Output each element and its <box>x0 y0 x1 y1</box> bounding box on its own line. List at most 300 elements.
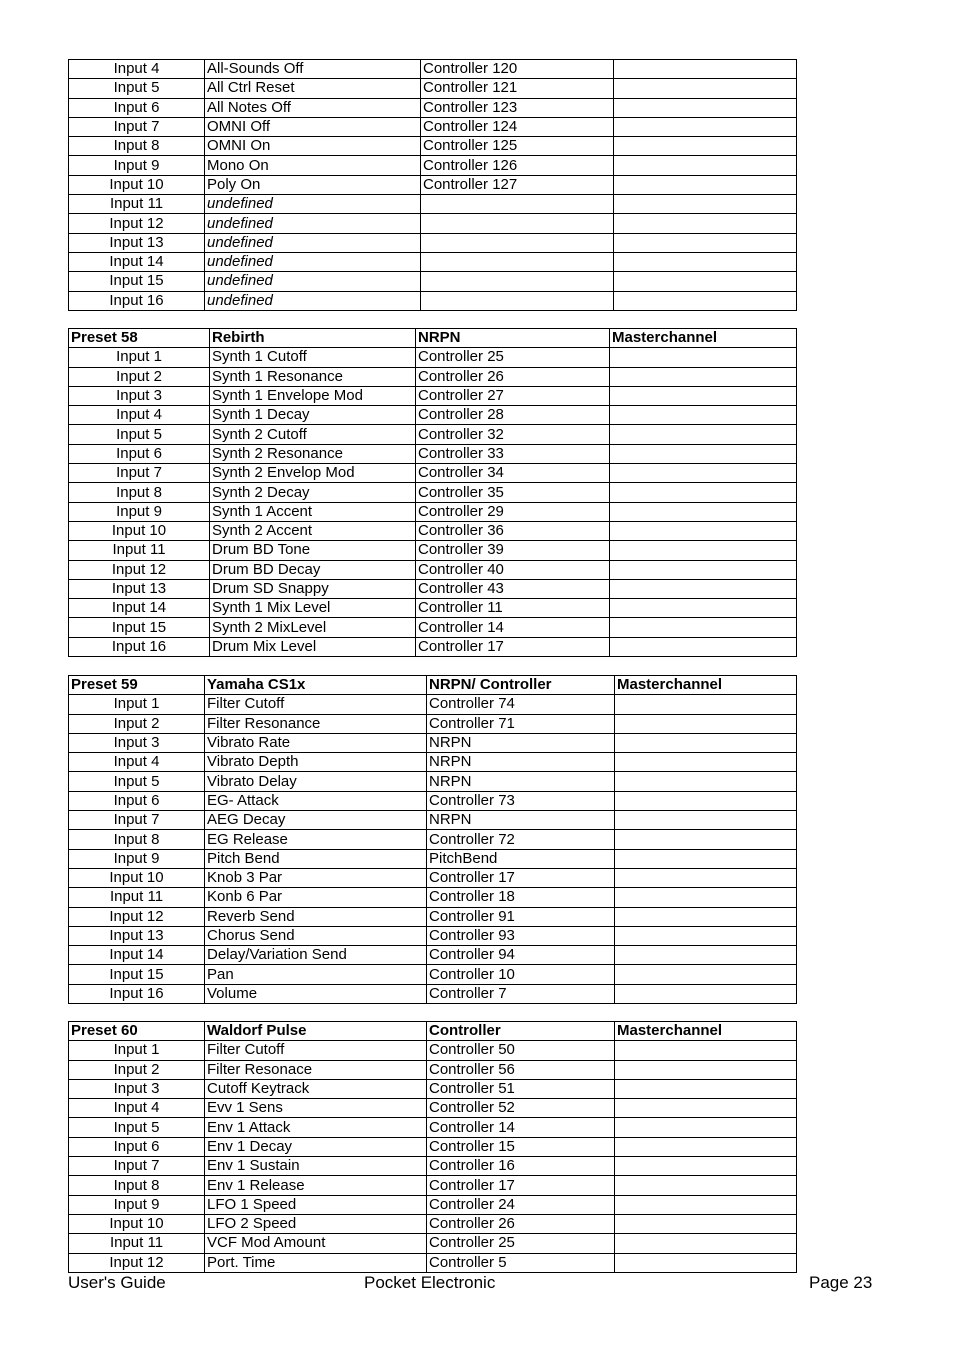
table-cell: Controller 18 <box>427 888 615 907</box>
table-cell: Controller 120 <box>421 60 614 79</box>
table-cell: NRPN <box>427 811 615 830</box>
table-cell: undefined <box>205 291 421 310</box>
table-cell <box>615 1137 797 1156</box>
table-row <box>69 1041 797 1060</box>
table-row <box>69 195 797 214</box>
table-cell <box>421 291 614 310</box>
table-cell <box>614 252 797 271</box>
table-cell: Controller 29 <box>416 502 610 521</box>
table-cell: Cutoff Keytrack <box>205 1079 427 1098</box>
table-row <box>69 483 797 502</box>
table-cell: Poly On <box>205 175 421 194</box>
table-cell: Input 5 <box>69 79 205 98</box>
table-cell: Input 15 <box>69 272 205 291</box>
table-cell: Input 1 <box>69 1041 205 1060</box>
table-cell: Input 12 <box>69 907 205 926</box>
table-cell: Input 16 <box>69 637 210 656</box>
table-cell: Input 14 <box>69 599 210 618</box>
table-cell: Input 6 <box>69 791 205 810</box>
table-row <box>69 1176 797 1195</box>
table-row <box>69 521 797 540</box>
table-cell: OMNI On <box>205 137 421 156</box>
table-cell: Input 7 <box>69 1157 205 1176</box>
table-cell: Input 7 <box>69 117 205 136</box>
table-cell <box>615 965 797 984</box>
table-cell: Controller 24 <box>427 1195 615 1214</box>
table-cell: Input 15 <box>69 618 210 637</box>
table-cell: Input 3 <box>69 386 210 405</box>
table-cell: Evv 1 Sens <box>205 1099 427 1118</box>
table-cell: Synth 2 Accent <box>210 521 416 540</box>
table-cell: Input 9 <box>69 1195 205 1214</box>
header-cell: Masterchannel <box>610 329 797 348</box>
table-cell <box>614 233 797 252</box>
table-cell: Controller 15 <box>427 1137 615 1156</box>
table-row <box>69 464 797 483</box>
table-cell: NRPN <box>427 753 615 772</box>
header-cell: Preset 59 <box>69 676 205 695</box>
table-cell: EG- Attack <box>205 791 427 810</box>
header-cell: Preset 58 <box>69 329 210 348</box>
table-cell: Controller 50 <box>427 1041 615 1060</box>
table-cell: Controller 35 <box>416 483 610 502</box>
table-cell: Input 11 <box>69 888 205 907</box>
table-cell: LFO 2 Speed <box>205 1214 427 1233</box>
table-cell: PitchBend <box>427 849 615 868</box>
table-cell: Input 6 <box>69 98 205 117</box>
table-cell: Input 7 <box>69 811 205 830</box>
table-preset-60 <box>68 1021 797 1273</box>
table-cell <box>610 502 797 521</box>
table-cell: Input 8 <box>69 1176 205 1195</box>
table-row <box>69 233 797 252</box>
table-cell: Controller 91 <box>427 907 615 926</box>
table-cell: Vibrato Delay <box>205 772 427 791</box>
table-preset-59 <box>68 675 797 1004</box>
table-cell: Input 3 <box>69 1079 205 1098</box>
table-cell: Input 15 <box>69 965 205 984</box>
table-cell <box>610 386 797 405</box>
table-cell <box>610 483 797 502</box>
table-cell: Port. Time <box>205 1253 427 1272</box>
table-header-row <box>69 676 797 695</box>
table-cell <box>615 1195 797 1214</box>
table-cell: Input 4 <box>69 406 210 425</box>
table-row <box>69 1195 797 1214</box>
table-cell <box>610 599 797 618</box>
table-cell: Input 5 <box>69 772 205 791</box>
table-cell <box>421 233 614 252</box>
table-cell <box>421 195 614 214</box>
table-cell: Input 12 <box>69 560 210 579</box>
table-cell: Synth 1 Envelope Mod <box>210 386 416 405</box>
table-cell: NRPN <box>427 733 615 752</box>
table-cell: Input 4 <box>69 60 205 79</box>
table-cell <box>615 1214 797 1233</box>
table-cell: Knob 3 Par <box>205 868 427 887</box>
table-cell: undefined <box>205 195 421 214</box>
table-cell <box>614 214 797 233</box>
table-cell <box>615 772 797 791</box>
table-cell: Delay/Variation Send <box>205 946 427 965</box>
table-cell: Controller 123 <box>421 98 614 117</box>
table-cell: Controller 28 <box>416 406 610 425</box>
table-cell: Controller 11 <box>416 599 610 618</box>
table-cell: Controller 51 <box>427 1079 615 1098</box>
table-cell <box>614 60 797 79</box>
table-row <box>69 637 797 656</box>
table-cell: Synth 1 Resonance <box>210 367 416 386</box>
table-cell: Env 1 Decay <box>205 1137 427 1156</box>
table-cell: Controller 34 <box>416 464 610 483</box>
table-row <box>69 502 797 521</box>
table-row <box>69 926 797 945</box>
table-row <box>69 1157 797 1176</box>
table-cell <box>614 79 797 98</box>
table-cell: Controller 72 <box>427 830 615 849</box>
table-cell <box>614 98 797 117</box>
table-row <box>69 1099 797 1118</box>
table-cell <box>615 733 797 752</box>
table-cell <box>615 1157 797 1176</box>
table-cell: NRPN <box>427 772 615 791</box>
table-row <box>69 907 797 926</box>
table-cell: Input 2 <box>69 714 205 733</box>
table-cell: Controller 25 <box>416 348 610 367</box>
table-cell: Input 10 <box>69 175 205 194</box>
table-cell: Controller 124 <box>421 117 614 136</box>
table-cell: Synth 1 Decay <box>210 406 416 425</box>
table-cell: Controller 26 <box>427 1214 615 1233</box>
table-cell: Synth 2 Decay <box>210 483 416 502</box>
table-cell: Input 10 <box>69 868 205 887</box>
table-row <box>69 733 797 752</box>
table-cell: Controller 16 <box>427 1157 615 1176</box>
table-cell: Controller 27 <box>416 386 610 405</box>
table-row <box>69 406 797 425</box>
table-cell <box>615 907 797 926</box>
table-cell: AEG Decay <box>205 811 427 830</box>
table-cell: Controller 33 <box>416 444 610 463</box>
table-cell <box>615 714 797 733</box>
table-cell: Filter Resonance <box>205 714 427 733</box>
table-cell <box>610 618 797 637</box>
table-cell: undefined <box>205 252 421 271</box>
table-cell <box>615 984 797 1003</box>
table-cell: Env 1 Release <box>205 1176 427 1195</box>
table-cell <box>610 444 797 463</box>
header-cell: Masterchannel <box>615 676 797 695</box>
table-row <box>69 272 797 291</box>
table-cell <box>615 753 797 772</box>
table-row <box>69 579 797 598</box>
table-cell: Reverb Send <box>205 907 427 926</box>
table-cell: Controller 26 <box>416 367 610 386</box>
header-cell: Controller <box>427 1022 615 1041</box>
table-cell: Mono On <box>205 156 421 175</box>
table-cell: Input 14 <box>69 252 205 271</box>
table-cell <box>610 637 797 656</box>
table-row <box>69 560 797 579</box>
table-cell: Controller 126 <box>421 156 614 175</box>
table-row <box>69 888 797 907</box>
table-preset-58 <box>68 328 797 657</box>
table-cell <box>615 811 797 830</box>
table-cell: Controller 10 <box>427 965 615 984</box>
table-cell: Input 11 <box>69 1234 205 1253</box>
table-row <box>69 348 797 367</box>
table-cell: Input 11 <box>69 541 210 560</box>
table-cell: Input 14 <box>69 946 205 965</box>
table-row <box>69 599 797 618</box>
table-header-row <box>69 1022 797 1041</box>
table-row <box>69 965 797 984</box>
table-cell <box>610 464 797 483</box>
table-cell <box>610 425 797 444</box>
table-row <box>69 1079 797 1098</box>
table-cell <box>614 117 797 136</box>
table-cell: Synth 2 Cutoff <box>210 425 416 444</box>
table-row <box>69 252 797 271</box>
table-row <box>69 772 797 791</box>
table-cell: Controller 74 <box>427 695 615 714</box>
table-cell: Drum BD Decay <box>210 560 416 579</box>
table-cell <box>615 791 797 810</box>
table-row <box>69 1234 797 1253</box>
table-cell: Controller 71 <box>427 714 615 733</box>
table-cell: Input 9 <box>69 156 205 175</box>
table-cell: Input 6 <box>69 444 210 463</box>
table-row <box>69 98 797 117</box>
table-row <box>69 1253 797 1272</box>
table-cell: Controller 94 <box>427 946 615 965</box>
table-cell: Controller 17 <box>416 637 610 656</box>
table-cell: Env 1 Sustain <box>205 1157 427 1176</box>
table-cell: Controller 5 <box>427 1253 615 1272</box>
table-cell: Synth 1 Cutoff <box>210 348 416 367</box>
table-cell: Synth 1 Accent <box>210 502 416 521</box>
table-cell: Pitch Bend <box>205 849 427 868</box>
table-cell <box>614 156 797 175</box>
footer-center: Pocket Electronic <box>364 1273 496 1292</box>
table-cell <box>610 579 797 598</box>
table-row <box>69 386 797 405</box>
table-row <box>69 425 797 444</box>
table-row <box>69 291 797 310</box>
table-row <box>69 714 797 733</box>
footer-left: User's Guide <box>68 1273 166 1292</box>
table-row <box>69 156 797 175</box>
table-row <box>69 618 797 637</box>
table-cell <box>615 1118 797 1137</box>
table-cell: Input 4 <box>69 753 205 772</box>
table-row <box>69 868 797 887</box>
table-row <box>69 541 797 560</box>
table-cell: Input 16 <box>69 291 205 310</box>
table-cell: Konb 6 Par <box>205 888 427 907</box>
table-cell: Input 6 <box>69 1137 205 1156</box>
table-cell <box>421 272 614 291</box>
footer-right: Page 23 <box>809 1273 873 1292</box>
table-row <box>69 1137 797 1156</box>
table-cell: Input 7 <box>69 464 210 483</box>
header-cell: Yamaha CS1x <box>205 676 427 695</box>
table-cell <box>614 175 797 194</box>
table-row <box>69 695 797 714</box>
table-cell: Input 9 <box>69 849 205 868</box>
header-cell: Waldorf Pulse <box>205 1022 427 1041</box>
table-cell <box>614 291 797 310</box>
table-row <box>69 117 797 136</box>
table-cell <box>615 1176 797 1195</box>
table-cell: VCF Mod Amount <box>205 1234 427 1253</box>
table-cell <box>615 1041 797 1060</box>
table-cell: Drum SD Snappy <box>210 579 416 598</box>
table-row <box>69 791 797 810</box>
table-row <box>69 753 797 772</box>
table-cell <box>615 1099 797 1118</box>
header-cell: NRPN/ Controller <box>427 676 615 695</box>
table-cell: Input 3 <box>69 733 205 752</box>
table-row <box>69 79 797 98</box>
table-cell <box>610 541 797 560</box>
table-cell: Controller 14 <box>416 618 610 637</box>
table-cell: Filter Cutoff <box>205 695 427 714</box>
table-cell <box>615 1234 797 1253</box>
table-cell: Controller 73 <box>427 791 615 810</box>
table-cell: Input 12 <box>69 1253 205 1272</box>
table-cell: All-Sounds Off <box>205 60 421 79</box>
table-row <box>69 60 797 79</box>
table-cell: Input 8 <box>69 830 205 849</box>
table-cell: Controller 43 <box>416 579 610 598</box>
table-cell <box>614 137 797 156</box>
table-cell: EG Release <box>205 830 427 849</box>
table-row <box>69 367 797 386</box>
table-cell: Controller 56 <box>427 1060 615 1079</box>
header-cell: Preset 60 <box>69 1022 205 1041</box>
table-cell: Controller 32 <box>416 425 610 444</box>
table-cell: Controller 52 <box>427 1099 615 1118</box>
table-cell: Synth 2 Resonance <box>210 444 416 463</box>
table-cell: Input 16 <box>69 984 205 1003</box>
table-header-row <box>69 329 797 348</box>
table-cell: Input 13 <box>69 233 205 252</box>
table-cell <box>610 367 797 386</box>
table-cell: undefined <box>205 272 421 291</box>
table-cell: Synth 2 MixLevel <box>210 618 416 637</box>
table-cell: Input 1 <box>69 695 205 714</box>
table-row <box>69 849 797 868</box>
table-cell: Controller 17 <box>427 1176 615 1195</box>
table-cell: Chorus Send <box>205 926 427 945</box>
table-cell <box>615 1079 797 1098</box>
table-cell: Vibrato Rate <box>205 733 427 752</box>
table-cell: Input 8 <box>69 137 205 156</box>
table-cell: Input 5 <box>69 1118 205 1137</box>
table-cell: Filter Resonace <box>205 1060 427 1079</box>
table-cell: Controller 39 <box>416 541 610 560</box>
table-cell <box>614 272 797 291</box>
table-cell: Volume <box>205 984 427 1003</box>
table-row <box>69 1118 797 1137</box>
table-cell <box>615 1060 797 1079</box>
table-cell <box>615 830 797 849</box>
table-cell: Input 10 <box>69 521 210 540</box>
table-cell <box>610 560 797 579</box>
table-cell: undefined <box>205 214 421 233</box>
table-preset-57-continued <box>68 59 797 311</box>
table-cell: Controller 127 <box>421 175 614 194</box>
table-cell <box>610 521 797 540</box>
table-row <box>69 137 797 156</box>
table-cell <box>615 888 797 907</box>
table-cell <box>421 214 614 233</box>
header-cell: Rebirth <box>210 329 416 348</box>
table-cell: Input 2 <box>69 367 210 386</box>
table-cell: Synth 1 Mix Level <box>210 599 416 618</box>
table-row <box>69 444 797 463</box>
table-cell: Controller 25 <box>427 1234 615 1253</box>
table-cell: Input 4 <box>69 1099 205 1118</box>
table-cell: LFO 1 Speed <box>205 1195 427 1214</box>
table-cell: Input 13 <box>69 926 205 945</box>
table-cell: undefined <box>205 233 421 252</box>
table-cell: All Notes Off <box>205 98 421 117</box>
table-cell: Controller 121 <box>421 79 614 98</box>
table-cell: Input 11 <box>69 195 205 214</box>
table-cell: Drum Mix Level <box>210 637 416 656</box>
table-cell: Env 1 Attack <box>205 1118 427 1137</box>
table-cell: Controller 14 <box>427 1118 615 1137</box>
table-cell: Pan <box>205 965 427 984</box>
table-cell: Vibrato Depth <box>205 753 427 772</box>
table-cell: Synth 2 Envelop Mod <box>210 464 416 483</box>
table-cell: Input 8 <box>69 483 210 502</box>
table-cell: Controller 17 <box>427 868 615 887</box>
table-cell <box>421 252 614 271</box>
table-row <box>69 1060 797 1079</box>
table-cell <box>610 348 797 367</box>
table-cell: OMNI Off <box>205 117 421 136</box>
table-cell: Input 9 <box>69 502 210 521</box>
table-cell <box>615 868 797 887</box>
table-cell: Controller 125 <box>421 137 614 156</box>
table-cell <box>615 1253 797 1272</box>
table-cell: Drum BD Tone <box>210 541 416 560</box>
table-row <box>69 1214 797 1233</box>
table-cell <box>614 195 797 214</box>
table-cell <box>615 849 797 868</box>
table-cell <box>615 946 797 965</box>
table-cell: Controller 7 <box>427 984 615 1003</box>
table-row <box>69 946 797 965</box>
table-cell: Input 10 <box>69 1214 205 1233</box>
table-cell: Filter Cutoff <box>205 1041 427 1060</box>
table-cell <box>610 406 797 425</box>
header-cell: Masterchannel <box>615 1022 797 1041</box>
table-row <box>69 984 797 1003</box>
table-cell: Controller 93 <box>427 926 615 945</box>
table-cell: Input 13 <box>69 579 210 598</box>
table-row <box>69 214 797 233</box>
table-cell <box>615 926 797 945</box>
table-row <box>69 811 797 830</box>
table-cell: Input 2 <box>69 1060 205 1079</box>
table-row <box>69 830 797 849</box>
table-cell: Input 5 <box>69 425 210 444</box>
table-row <box>69 175 797 194</box>
